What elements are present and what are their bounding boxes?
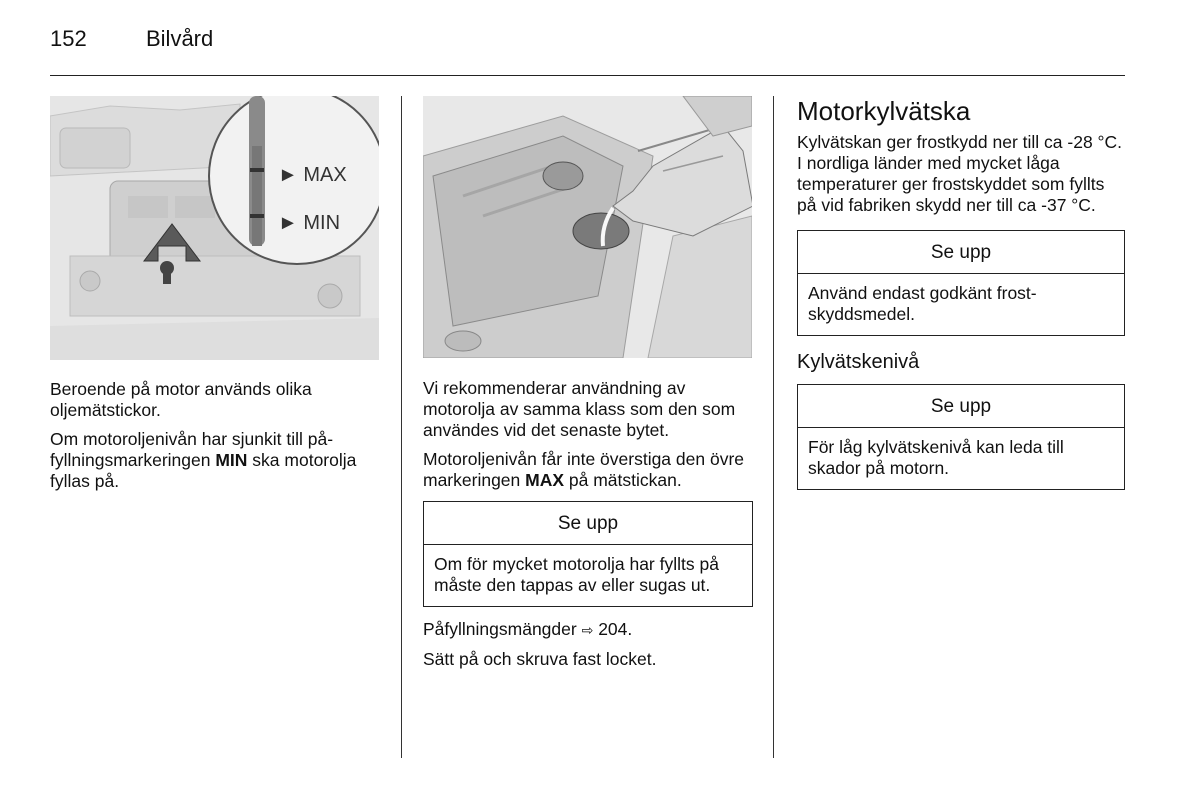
paragraph: Beroende på motor används olika oljemätstickor. bbox=[50, 379, 312, 420]
column-separator-right bbox=[773, 96, 774, 758]
text-run: Motoroljenivån får inte överstiga den övre markeringen bbox=[423, 449, 745, 490]
caution-heading: Se upp bbox=[424, 502, 752, 545]
dipstick-min-label: ► MIN bbox=[278, 212, 341, 234]
column-separator-left bbox=[401, 96, 402, 758]
caution-heading: Se upp bbox=[798, 385, 1124, 428]
text-run: Påfyllningsmängder bbox=[423, 619, 577, 639]
bold-max: MAX bbox=[525, 470, 565, 490]
caution-box bbox=[797, 230, 1125, 336]
subsection-heading: Kylvätskenivå bbox=[797, 351, 920, 373]
text-run: ska motorolja fyllas på. bbox=[50, 450, 357, 491]
page-reference: 204 bbox=[598, 619, 628, 639]
engine-dipstick-drawing bbox=[50, 96, 379, 360]
column-3-text bbox=[797, 96, 1125, 490]
column-2-text bbox=[423, 378, 753, 678]
text-run: Om motoroljenivån har sjunkit till påfyllningsmarkeringen bbox=[50, 429, 334, 470]
paragraph bbox=[50, 429, 380, 492]
caution-body: Om för mycket motorolja har fyllts på måste den tappas av eller sugas ut. bbox=[434, 554, 719, 595]
section-heading: Motorkylvätska bbox=[797, 96, 971, 126]
caution-box bbox=[797, 384, 1125, 490]
page-number: 152 bbox=[50, 26, 87, 51]
paragraph: Vi rekommenderar användning av motorolja av samma klass som den som användes vid det senaste bytet. bbox=[423, 378, 736, 440]
paragraph: Kylvätskan ger frostkydd ner till ca -28 °C. I nordliga länder med mycket låga temperaturer ger frostskyddet som fyllts på vid fabriken skydd ner till ca -37 °C. bbox=[797, 132, 1123, 215]
refill-reference bbox=[423, 619, 753, 641]
page-title: Bilvård bbox=[146, 26, 214, 51]
paragraph bbox=[423, 449, 753, 491]
paragraph: Sätt på och skruva fast locket. bbox=[423, 649, 657, 669]
text-run: på mätstickan. bbox=[564, 470, 682, 490]
header-rule bbox=[50, 75, 1125, 76]
oil-filling-illustration bbox=[423, 96, 752, 358]
oil-filling-drawing bbox=[423, 96, 752, 358]
dipstick-max-label: ► MAX bbox=[278, 164, 347, 186]
text-run: . bbox=[627, 619, 633, 639]
cross-reference-icon: ⇨ bbox=[581, 622, 594, 638]
caution-body: Använd endast godkänt frostskyddsmedel. bbox=[808, 283, 1037, 324]
dipstick-illustration bbox=[50, 96, 379, 360]
bold-min: MIN bbox=[215, 450, 248, 470]
caution-heading: Se upp bbox=[798, 231, 1124, 274]
column-1-text bbox=[50, 379, 380, 500]
caution-body: För låg kylvätskenivå kan leda till skador på motorn. bbox=[808, 437, 1064, 478]
caution-box bbox=[423, 501, 753, 607]
